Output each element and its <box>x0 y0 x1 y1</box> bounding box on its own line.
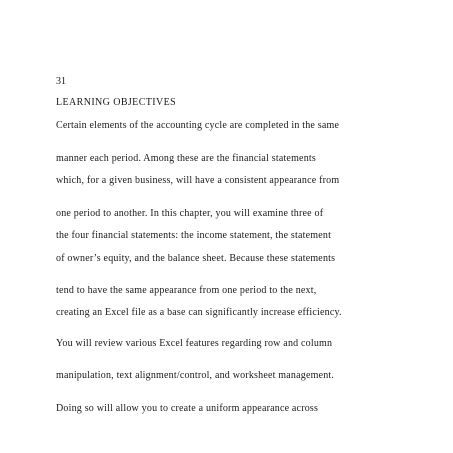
page-number: 31 <box>56 76 66 87</box>
paragraph-line: Certain elements of the accounting cycle are completed in the same <box>56 120 340 131</box>
paragraph-line: which, for a given business, will have a consistent appearance from <box>56 175 340 186</box>
paragraph-line: tend to have the same appearance from one period to the next, <box>56 285 317 296</box>
paragraph-line: one period to another. In this chapter, you will examine three of <box>56 208 324 219</box>
paragraph-line: You will review various Excel features regarding row and column <box>56 338 333 349</box>
paragraph-line: Doing so will allow you to create a uniform appearance across <box>56 403 319 414</box>
paragraph-line: manipulation, text alignment/control, and worksheet management. <box>56 370 335 381</box>
section-heading: LEARNING OBJECTIVES <box>56 97 177 108</box>
paragraph-line: creating an Excel file as a base can significantly increase efficiency. <box>56 307 342 318</box>
paragraph-line: the four financial statements: the income statement, the statement <box>56 230 332 241</box>
paragraph-line: manner each period. Among these are the financial statements <box>56 153 316 164</box>
paragraph-line: of owner’s equity, and the balance sheet. Because these statements <box>56 253 336 264</box>
